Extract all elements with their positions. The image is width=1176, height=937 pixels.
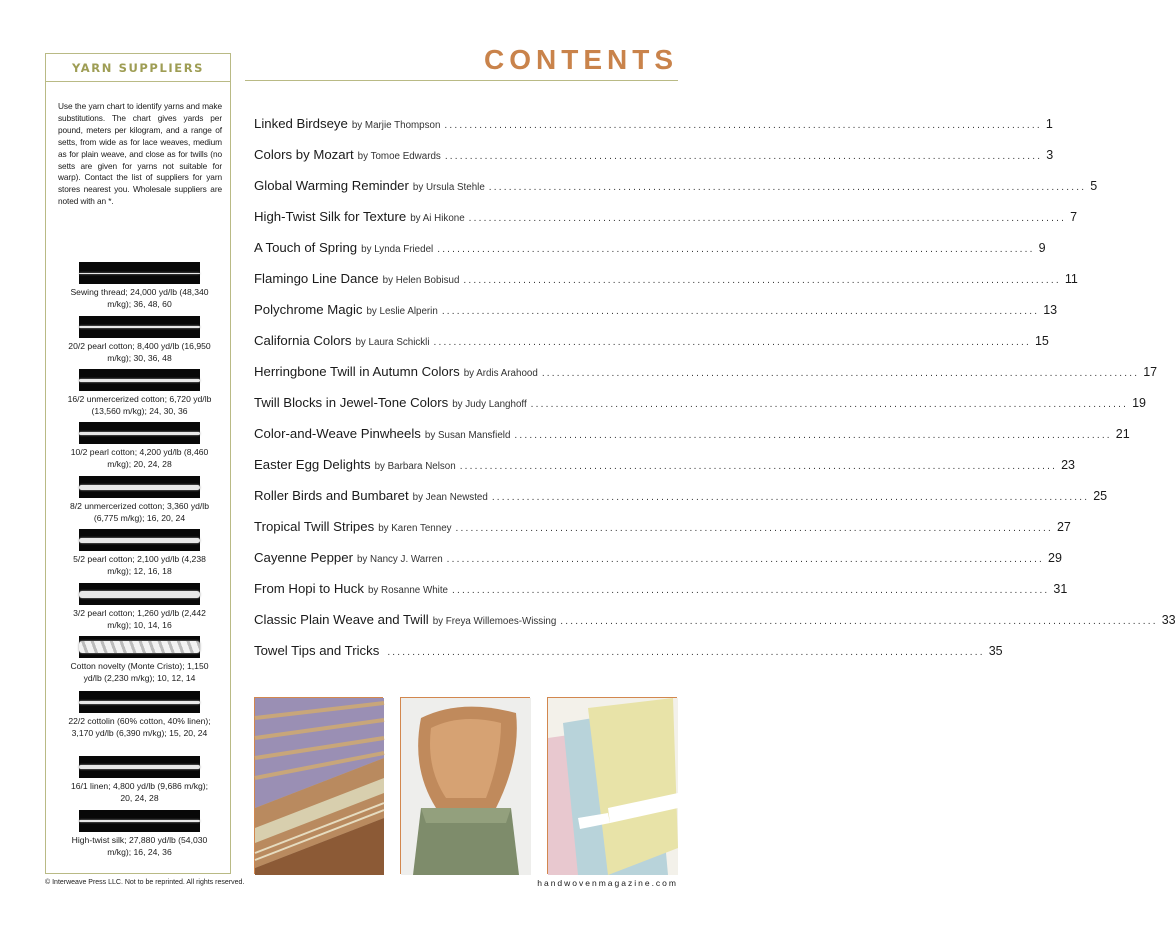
photo-towel-in-vase xyxy=(400,697,530,874)
toc-leader-dots: ........................................................................................................................ xyxy=(437,244,1035,255)
toc-entry-author: by Lynda Friedel xyxy=(361,244,434,255)
pastel-towels-illustration xyxy=(548,698,678,875)
toc-entry-title: Roller Birds and Bumbaret xyxy=(254,488,409,503)
toc-entry[interactable] xyxy=(254,271,1078,302)
yarn-suppliers-title: YARN SUPPLIERS xyxy=(46,54,230,82)
toc-entry[interactable] xyxy=(254,643,1003,674)
yarn-swatch-caption: 5/2 pearl cotton; 2,100 yd/lb (4,238 m/kg); 12, 16, 18 xyxy=(73,554,206,576)
toc-entry-author: by Ai Hikone xyxy=(410,213,465,224)
toc-entry-page: 23 xyxy=(1061,458,1076,472)
toc-entry[interactable] xyxy=(254,116,1053,147)
toc-entry-author: by Rosanne White xyxy=(367,585,448,596)
yarn-swatch-image xyxy=(79,422,200,444)
toc-entry-page: 21 xyxy=(1115,427,1130,441)
yarn-swatch-image xyxy=(79,756,200,778)
yarn-swatch xyxy=(68,691,211,739)
toc-entry-title: Towel Tips and Tricks xyxy=(254,643,380,658)
toc-entry[interactable] xyxy=(254,550,1062,581)
toc-entry-page: 15 xyxy=(1034,334,1049,348)
toc-entry-author: by Judy Langhoff xyxy=(452,399,527,410)
toc-entry-title: Easter Egg Delights xyxy=(254,457,371,472)
toc-entry[interactable] xyxy=(254,178,1098,209)
yarn-swatch xyxy=(68,316,211,364)
toc-leader-dots: ........................................................................................................................ xyxy=(444,151,1043,162)
toc-leader-dots: ........................................................................................................................ xyxy=(452,585,1050,596)
toc-leader-dots: ........................................................................................................................ xyxy=(441,306,1040,317)
striped-towel-illustration xyxy=(255,698,384,875)
yarn-swatch-image xyxy=(79,583,200,605)
toc-entry-page: 11 xyxy=(1064,272,1078,286)
toc-leader-dots: ........................................................................................................................ xyxy=(463,275,1061,286)
yarn-swatch-image xyxy=(79,262,200,284)
yarn-swatch xyxy=(70,422,209,470)
toc-entry-page: 13 xyxy=(1043,303,1058,317)
yarn-swatch-caption: 20/2 pearl cotton; 8,400 yd/lb (16,950 m/kg); 30, 36, 48 xyxy=(68,341,211,363)
toc-leader-dots: ........................................................................................................................ xyxy=(491,492,1090,503)
copyright-notice: © Interweave Press LLC. Not to be reprinted. All rights reserved. xyxy=(45,879,245,886)
yarn-swatch xyxy=(70,636,209,684)
toc-entry-author: by Jean Newsted xyxy=(412,492,488,503)
toc-entry-title: California Colors xyxy=(254,333,352,348)
toc-entry-page: 5 xyxy=(1090,179,1098,193)
toc-entry-title: From Hopi to Huck xyxy=(254,581,364,596)
toc-entry[interactable] xyxy=(254,519,1071,550)
toc-entry-page: 3 xyxy=(1046,148,1054,162)
toc-entry[interactable] xyxy=(254,364,1158,395)
yarn-swatch xyxy=(73,529,206,577)
toc-entry[interactable] xyxy=(254,612,1176,643)
yarn-swatch-caption: 16/1 linen; 4,800 yd/lb (9,686 m/kg); 20, 24, 28 xyxy=(70,781,209,803)
yarn-swatch-caption: 10/2 pearl cotton; 4,200 yd/lb (8,460 m/kg); 20, 24, 28 xyxy=(70,447,209,469)
toc-entry-title: Polychrome Magic xyxy=(254,302,363,317)
toc-entry[interactable] xyxy=(254,147,1054,178)
toc-entry-author: by Laura Schickli xyxy=(355,337,430,348)
yarn-swatch-caption: 16/2 unmercerized cotton; 6,720 yd/lb (13,560 m/kg); 24, 30, 36 xyxy=(67,394,212,416)
toc-entry-title: High-Twist Silk for Texture xyxy=(254,209,407,224)
yarn-swatch xyxy=(67,369,212,417)
yarn-swatch-caption: 8/2 unmercerized cotton; 3,360 yd/lb (6,775 m/kg); 16, 20, 24 xyxy=(69,501,209,523)
toc-entry-page: 1 xyxy=(1045,117,1053,131)
toc-entry[interactable] xyxy=(254,581,1068,612)
yarn-swatch xyxy=(69,476,209,524)
yarn-swatch-caption: Sewing thread; 24,000 yd/lb (48,340 m/kg); 36, 48, 60 xyxy=(70,287,209,309)
yarn-swatch-image xyxy=(79,476,200,498)
toc-entry-title: Colors by Mozart xyxy=(254,147,354,162)
toc-entry-title: Cayenne Pepper xyxy=(254,550,353,565)
toc-entry-title: Linked Birdseye xyxy=(254,116,348,131)
toc-leader-dots: ........................................................................................................................ xyxy=(459,461,1058,472)
yarn-swatch-image xyxy=(79,316,200,338)
yarn-swatch xyxy=(70,262,209,310)
toc-entry-title: Classic Plain Weave and Twill xyxy=(254,612,429,627)
yarn-swatch-image xyxy=(79,691,200,713)
toc-leader-dots: ........................................................................................................................ xyxy=(514,430,1112,441)
toc-leader-dots: ........................................................................................................................ xyxy=(468,213,1067,224)
towel-vase-illustration xyxy=(401,698,531,875)
yarn-swatch-caption: Cotton novelty (Monte Cristo); 1,150 yd/lb (2,230 m/kg); 10, 12, 14 xyxy=(70,661,209,683)
website-url: handwovenmagazine.com xyxy=(537,878,678,888)
yarn-swatch-image xyxy=(79,369,200,391)
toc-leader-dots: ........................................................................................................................ xyxy=(455,523,1053,534)
toc-entry-author: by Nancy J. Warren xyxy=(356,554,443,565)
toc-entry[interactable] xyxy=(254,488,1108,519)
toc-leader-dots: ........................................................................................................................ xyxy=(387,647,985,658)
yarn-swatch-caption: 22/2 cottolin (60% cotton, 40% linen); 3,170 yd/lb (6,390 m/kg); 15, 20, 24 xyxy=(68,716,211,738)
toc-entry-title: Twill Blocks in Jewel-Tone Colors xyxy=(254,395,449,410)
toc-entry[interactable] xyxy=(254,302,1058,333)
toc-entry-author: by Barbara Nelson xyxy=(374,461,456,472)
toc-entry-title: Global Warming Reminder xyxy=(254,178,409,193)
toc-entry-author: by Karen Tenney xyxy=(378,523,452,534)
toc-leader-dots: ........................................................................................................................ xyxy=(444,120,1042,131)
toc-entry-page: 19 xyxy=(1132,396,1146,410)
toc-entry-title: A Touch of Spring xyxy=(254,240,358,255)
yarn-swatch xyxy=(71,810,208,858)
toc-entry[interactable] xyxy=(254,333,1049,364)
toc-entry-page: 25 xyxy=(1093,489,1108,503)
yarn-swatch-image xyxy=(79,810,200,832)
yarn-swatch-image xyxy=(79,529,200,551)
toc-entry-page: 17 xyxy=(1143,365,1158,379)
toc-entry-author: by Ursula Stehle xyxy=(412,182,485,193)
yarn-swatch-image xyxy=(79,636,200,658)
toc-entry[interactable] xyxy=(254,240,1046,271)
toc-entry-title: Color-and-Weave Pinwheels xyxy=(254,426,421,441)
photo-pastel-towels xyxy=(547,697,677,874)
yarn-suppliers-panel xyxy=(45,53,231,874)
toc-entry[interactable] xyxy=(254,426,1130,457)
toc-entry-title: Flamingo Line Dance xyxy=(254,271,379,286)
toc-leader-dots: ........................................................................................................................ xyxy=(541,368,1140,379)
toc-entry[interactable] xyxy=(254,457,1076,488)
toc-entry[interactable] xyxy=(254,395,1146,426)
toc-entry-page: 29 xyxy=(1048,551,1062,565)
toc-entry-page: 31 xyxy=(1053,582,1068,596)
table-of-contents xyxy=(254,116,1176,674)
page-title: CONTENTS xyxy=(484,44,678,75)
toc-leader-dots: ........................................................................................................................ xyxy=(560,616,1158,627)
toc-leader-dots: ........................................................................................................................ xyxy=(446,554,1045,565)
toc-entry-author: by Marjie Thompson xyxy=(351,120,441,131)
toc-entry-page: 35 xyxy=(988,644,1003,658)
yarn-swatch-caption: High-twist silk; 27,880 yd/lb (54,030 m/kg); 16, 24, 36 xyxy=(71,835,208,857)
toc-entry-page: 27 xyxy=(1056,520,1071,534)
yarn-swatch-caption: 3/2 pearl cotton; 1,260 yd/lb (2,442 m/kg); 10, 14, 16 xyxy=(73,608,206,630)
toc-entry-author: by Helen Bobisud xyxy=(382,275,460,286)
toc-entry-author: by Freya Willemoes-Wissing xyxy=(432,616,557,627)
toc-leader-dots: ........................................................................................................................ xyxy=(530,399,1129,410)
toc-entry-page: 33 xyxy=(1161,613,1176,627)
toc-entry-author: by Ardis Arahood xyxy=(463,368,538,379)
yarn-suppliers-intro: Use the yarn chart to identify yarns and make substitutions. The chart gives yards per pound, meters per kilogram, and a range of setts, from wide as for lace weaves, medium as for plain weave, and close as for twills (no setts are given for yarns not suitable for warp). Contact the list of suppliers for yarn stores nearest you. Wholesale suppliers are noted with an *. xyxy=(58,101,222,207)
photo-striped-towels xyxy=(254,697,383,874)
toc-leader-dots: ........................................................................................................................ xyxy=(488,182,1087,193)
yarn-swatch xyxy=(73,583,206,631)
toc-entry-author: by Susan Mansfield xyxy=(424,430,511,441)
toc-entry-page: 7 xyxy=(1070,210,1078,224)
toc-entry-title: Tropical Twill Stripes xyxy=(254,519,375,534)
yarn-swatch xyxy=(70,756,209,804)
toc-entry-title: Herringbone Twill in Autumn Colors xyxy=(254,364,460,379)
toc-entry[interactable] xyxy=(254,209,1078,240)
toc-entry-page: 9 xyxy=(1038,241,1046,255)
header-divider xyxy=(245,80,678,81)
toc-entry-author: by Leslie Alperin xyxy=(366,306,438,317)
toc-entry-author: by Tomoe Edwards xyxy=(357,151,441,162)
toc-leader-dots: ........................................................................................................................ xyxy=(433,337,1031,348)
